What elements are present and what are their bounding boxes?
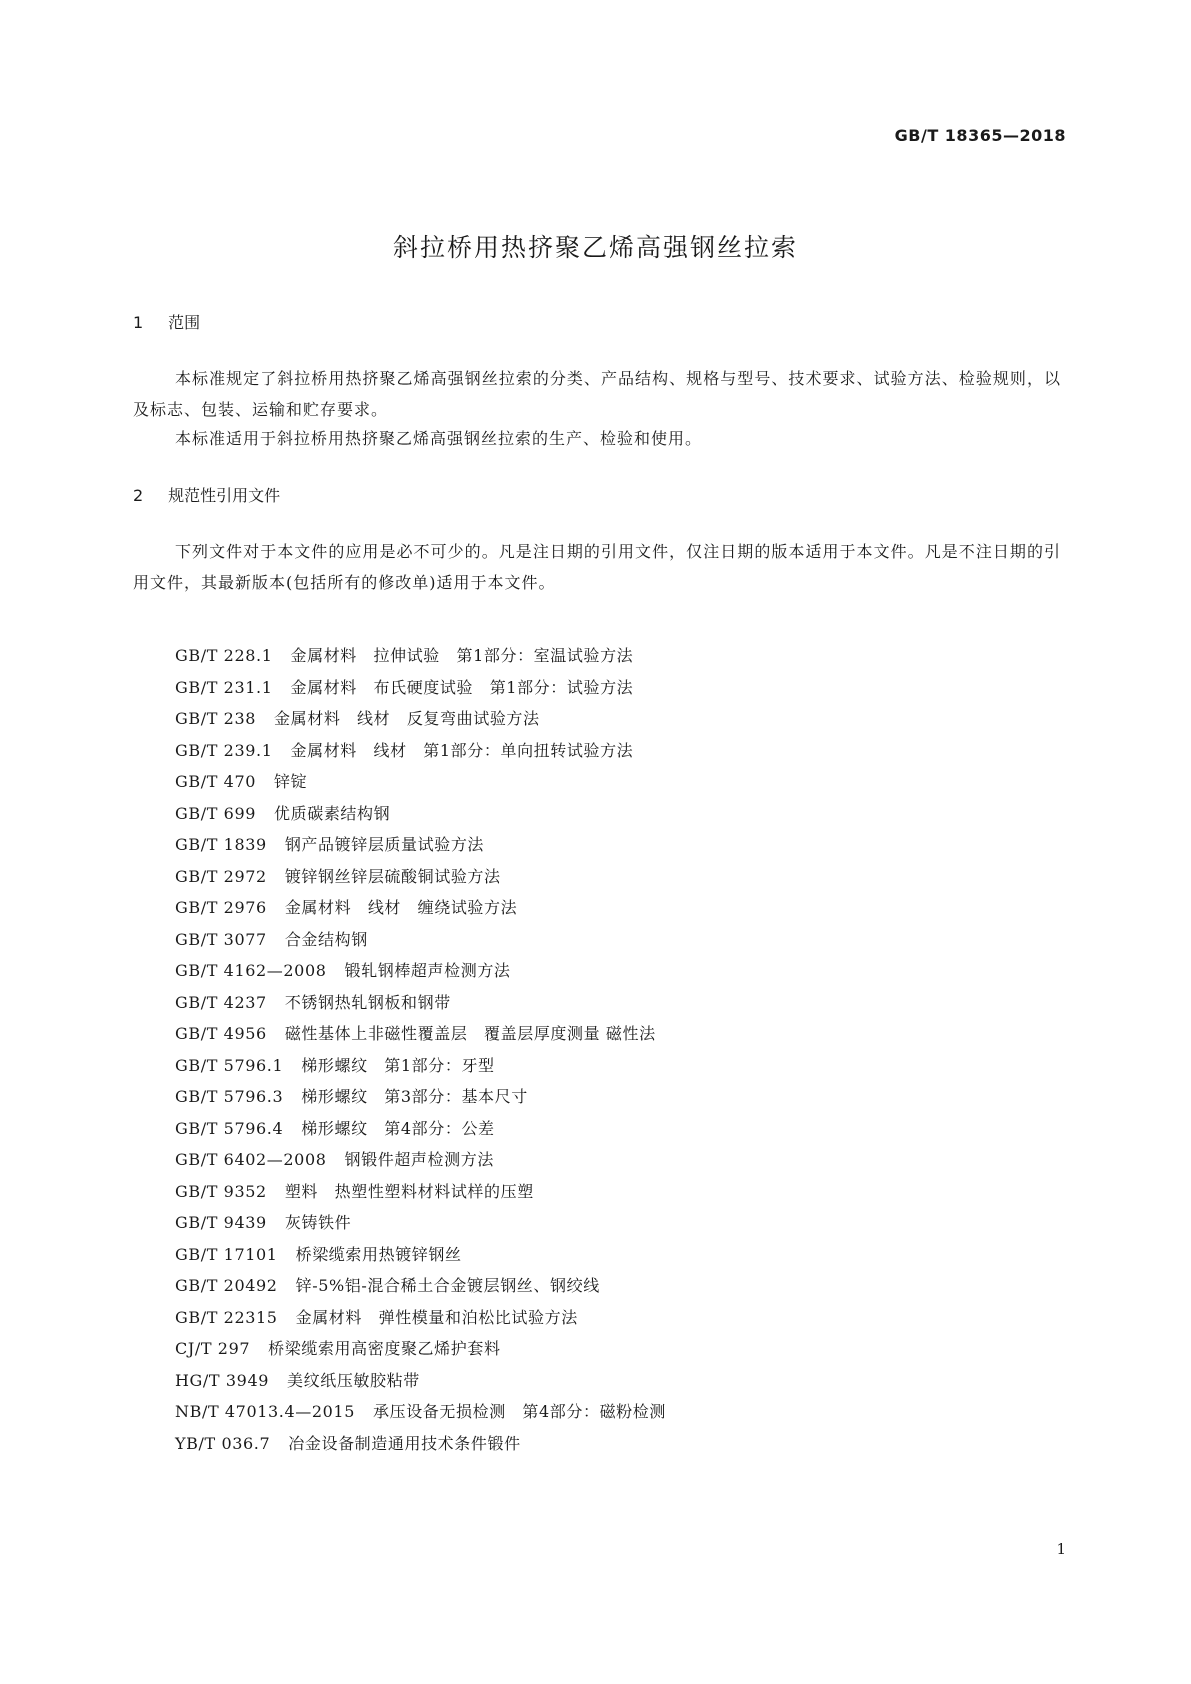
reference-code: GB/T 470 xyxy=(175,772,257,791)
reference-item xyxy=(175,1018,666,1050)
reference-title: 梯形螺纹 第4部分：公差 xyxy=(301,1118,495,1138)
section-2-title: 规范性引用文件 xyxy=(168,486,281,505)
reference-code: GB/T 5796.3 xyxy=(175,1087,284,1106)
reference-item xyxy=(175,1207,666,1239)
reference-code: GB/T 228.1 xyxy=(175,646,273,665)
section-1-paragraph-1: 本标准规定了斜拉桥用热挤聚乙烯高强钢丝拉索的分类、产品结构、规格与型号、技术要求、试验方法、检验规则，以及标志、包装、运输和贮存要求。 xyxy=(133,369,1061,419)
reference-title: 金属材料 线材 缠绕试验方法 xyxy=(284,898,518,917)
reference-code: GB/T 5796.1 xyxy=(175,1055,284,1075)
reference-code: GB/T 5796.4 xyxy=(175,1118,284,1138)
reference-title: 金属材料 布氏硬度试验 第1部分：试验方法 xyxy=(290,677,634,697)
reference-item xyxy=(175,1365,666,1397)
reference-title: 承压设备无损检测 第4部分：磁粉检测 xyxy=(373,1402,666,1421)
reference-code: GB/T 4162—2008 xyxy=(175,961,327,980)
reference-code: GB/T 699 xyxy=(175,803,257,823)
reference-title: 锌-5%铝-混合稀土合金镀层钢丝、钢绞线 xyxy=(295,1276,600,1295)
reference-item xyxy=(175,861,666,893)
reference-item xyxy=(175,924,666,956)
reference-code: GB/T 239.1 xyxy=(175,740,273,760)
reference-code: GB/T 20492 xyxy=(175,1276,278,1295)
standard-code: GB/T 18365—2018 xyxy=(894,126,1066,145)
reference-item xyxy=(175,987,666,1019)
reference-title: 钢产品镀锌层质量试验方法 xyxy=(284,835,485,854)
reference-title: 磁性基体上非磁性覆盖层 覆盖层厚度测量 磁性法 xyxy=(284,1024,656,1043)
reference-item xyxy=(175,640,666,672)
reference-title: 梯形螺纹 第3部分：基本尺寸 xyxy=(301,1087,528,1106)
reference-code: GB/T 17101 xyxy=(175,1244,278,1264)
reference-list xyxy=(175,640,666,1459)
reference-item xyxy=(175,735,666,767)
reference-code: GB/T 4237 xyxy=(175,992,267,1012)
reference-item xyxy=(175,829,666,861)
reference-item xyxy=(175,1081,666,1113)
section-2-heading xyxy=(133,483,280,506)
reference-title: 金属材料 线材 第1部分：单向扭转试验方法 xyxy=(290,740,634,760)
section-2-paragraph-1: 下列文件对于本文件的应用是必不可少的。凡是注日期的引用文件，仅注日期的版本适用于本文件。凡是不注日期的引用文件，其最新版本(包括所有的修改单)适用于本文件。 xyxy=(133,542,1061,592)
reference-item xyxy=(175,1239,666,1271)
reference-title: 锻轧钢棒超声检测方法 xyxy=(344,961,511,980)
reference-code: CJ/T 297 xyxy=(175,1339,251,1358)
reference-item xyxy=(175,1050,666,1082)
reference-item xyxy=(175,1113,666,1145)
reference-title: 塑料 热塑性塑料材料试样的压塑 xyxy=(284,1181,534,1201)
reference-title: 金属材料 拉伸试验 第1部分：室温试验方法 xyxy=(290,646,634,665)
reference-title: 冶金设备制造通用技术条件锻件 xyxy=(288,1433,521,1453)
reference-title: 镀锌钢丝锌层硫酸铜试验方法 xyxy=(284,866,501,886)
section-1-title: 范围 xyxy=(168,313,201,332)
reference-code: GB/T 2972 xyxy=(175,866,267,886)
section-1-heading xyxy=(133,310,200,333)
section-1-number: 1 xyxy=(133,313,144,332)
section-2-number: 2 xyxy=(133,486,144,505)
page-number: 1 xyxy=(1056,1540,1066,1558)
reference-item xyxy=(175,1144,666,1176)
reference-item xyxy=(175,766,666,798)
reference-title: 灰铸铁件 xyxy=(284,1213,352,1232)
reference-title: 锌锭 xyxy=(274,772,308,791)
reference-title: 梯形螺纹 第1部分：牙型 xyxy=(301,1055,495,1075)
reference-title: 合金结构钢 xyxy=(284,929,368,949)
reference-code: NB/T 47013.4—2015 xyxy=(175,1402,355,1421)
reference-item xyxy=(175,1302,666,1334)
reference-code: GB/T 9352 xyxy=(175,1181,267,1201)
reference-code: GB/T 3077 xyxy=(175,929,267,949)
section-1-paragraph-2: 本标准适用于斜拉桥用热挤聚乙烯高强钢丝拉索的生产、检验和使用。 xyxy=(175,429,703,448)
reference-title: 金属材料 线材 反复弯曲试验方法 xyxy=(274,709,540,728)
reference-title: 桥梁缆索用热镀锌钢丝 xyxy=(295,1244,462,1264)
reference-code: GB/T 238 xyxy=(175,709,257,728)
reference-title: 钢锻件超声检测方法 xyxy=(344,1150,494,1169)
reference-title: 优质碳素结构钢 xyxy=(274,803,391,823)
reference-item xyxy=(175,672,666,704)
reference-item xyxy=(175,1270,666,1302)
reference-item xyxy=(175,892,666,924)
reference-code: GB/T 22315 xyxy=(175,1307,278,1327)
reference-code: GB/T 9439 xyxy=(175,1213,267,1232)
reference-item xyxy=(175,703,666,735)
reference-title: 美纹纸压敏胶粘带 xyxy=(287,1370,420,1390)
reference-item xyxy=(175,798,666,830)
reference-title: 不锈钢热轧钢板和钢带 xyxy=(284,992,451,1012)
reference-code: GB/T 6402—2008 xyxy=(175,1150,327,1169)
reference-item xyxy=(175,1176,666,1208)
reference-title: 金属材料 弹性模量和泊松比试验方法 xyxy=(295,1307,578,1327)
reference-item xyxy=(175,1333,666,1365)
reference-code: GB/T 4956 xyxy=(175,1024,267,1043)
reference-item xyxy=(175,955,666,987)
reference-code: HG/T 3949 xyxy=(175,1370,270,1390)
reference-item xyxy=(175,1396,666,1428)
reference-code: YB/T 036.7 xyxy=(175,1433,271,1453)
document-title: 斜拉桥用热挤聚乙烯高强钢丝拉索 xyxy=(392,233,798,262)
reference-code: GB/T 1839 xyxy=(175,835,267,854)
reference-item xyxy=(175,1428,666,1460)
reference-code: GB/T 231.1 xyxy=(175,677,273,697)
reference-code: GB/T 2976 xyxy=(175,898,267,917)
reference-title: 桥梁缆索用高密度聚乙烯护套料 xyxy=(268,1339,501,1358)
